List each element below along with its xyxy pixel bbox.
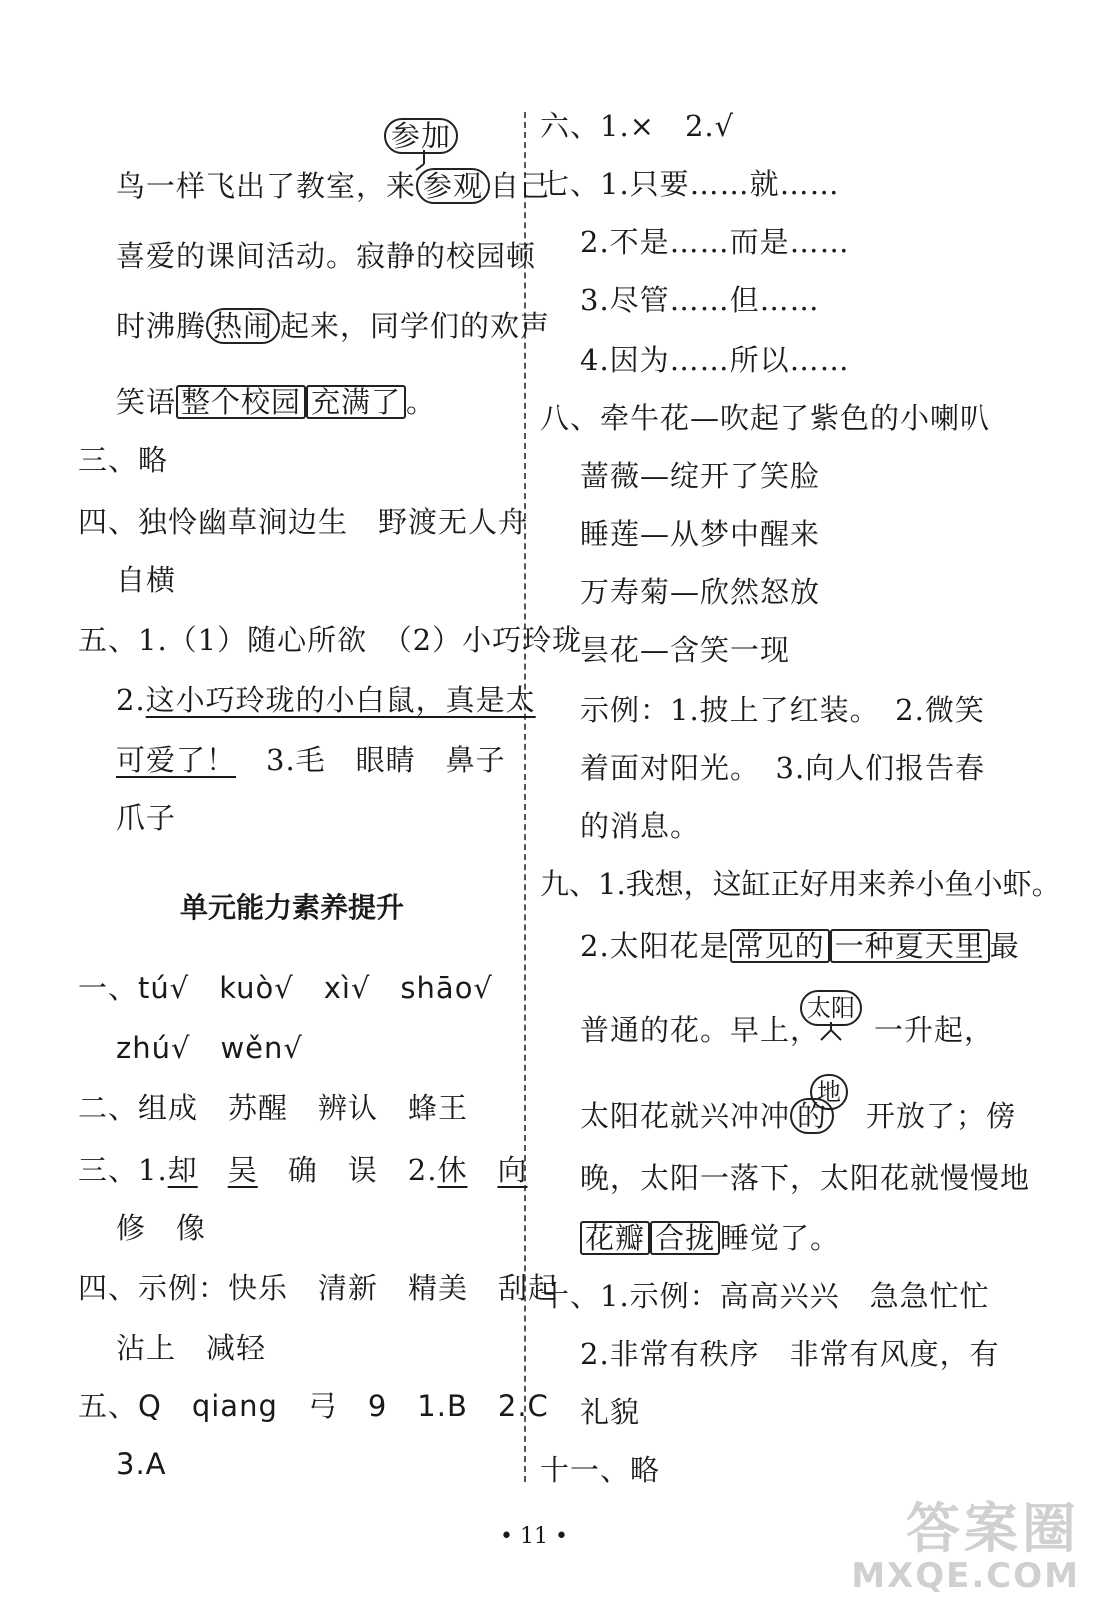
boxed-phrase: 一种夏天里 bbox=[830, 929, 990, 963]
section-4-line-1: 四、独怜幽草涧边生 野渡无人舟 bbox=[78, 505, 529, 539]
section-5-line-4: 爪子 bbox=[116, 801, 177, 835]
left-line-3: 时沸腾 热闹 起来，同学们的欢声 bbox=[116, 309, 551, 343]
right-9-3: 普通的花。早上， 一升起， bbox=[580, 1013, 995, 1047]
left-line-2: 喜爱的课间活动。寂静的校园顿 bbox=[116, 239, 537, 273]
right-8-4: 万寿菊—欣然怒放 bbox=[580, 575, 821, 609]
right-8-2: 蔷薇—绽开了笑脸 bbox=[580, 459, 821, 493]
edit-correction-mark: 参加 bbox=[384, 116, 458, 156]
right-10-3: 礼貌 bbox=[580, 1395, 641, 1429]
right-9-4: 太阳花就兴冲冲 的 开放了；傍 bbox=[580, 1099, 1017, 1133]
section-4-line-2: 自横 bbox=[116, 563, 177, 597]
right-9-6: 花瓣 合拢 睡觉了。 bbox=[580, 1218, 840, 1258]
section-5-line-2: 2.这小巧玲珑的小白鼠，真是太 bbox=[116, 683, 536, 717]
boxed-phrase: 合拢 bbox=[650, 1221, 720, 1255]
section-3: 三、略 bbox=[78, 443, 169, 477]
right-7-4: 4.因为……所以…… bbox=[580, 343, 850, 377]
unit-1-line-1: 一、tú√ kuò√ xì√ shāo√ bbox=[78, 971, 493, 1005]
circled-word: 热闹 bbox=[206, 308, 280, 344]
right-8-7: 着面对阳光。 3.向人们报告春 bbox=[580, 751, 986, 785]
watermark bbox=[851, 1497, 1080, 1596]
right-10-2: 2.非常有秩序 非常有风度，有 bbox=[580, 1337, 1000, 1371]
unit-5-line-2: 3.A bbox=[116, 1447, 167, 1481]
unit-4-line-2: 沾上 减轻 bbox=[116, 1331, 267, 1365]
unit-4-line-1: 四、示例：快乐 清新 精美 刮起 bbox=[78, 1271, 559, 1305]
right-8-5: 昙花—含笑一现 bbox=[580, 633, 791, 667]
unit-3-line-2: 修 像 bbox=[116, 1211, 207, 1245]
boxed-phrase: 常见的 bbox=[730, 929, 830, 963]
correction-mark: 地 bbox=[810, 1074, 848, 1110]
section-5-line-3: 可爱了！ 3.毛 眼睛 鼻子 bbox=[116, 743, 506, 777]
right-7-1: 七、1.只要……就…… bbox=[540, 167, 840, 201]
right-7-2: 2.不是……而是…… bbox=[580, 225, 850, 259]
unit-5-line-1: 五、Q qiang 弓 9 1.B 2.C bbox=[78, 1389, 549, 1423]
unit-2: 二、组成 苏醒 辨认 蜂王 bbox=[78, 1091, 469, 1125]
insertion-mark: 太阳 bbox=[800, 990, 862, 1026]
right-9-1: 九、1.我想，这缸正好用来养小鱼小虾。 bbox=[540, 867, 1061, 901]
left-line-1: 鸟一样飞出了教室，来 参观 自己 bbox=[116, 169, 551, 203]
unit-3-line-1: 三、1.却 吴 确 误 2.休 向 bbox=[78, 1153, 528, 1187]
page-number: • 11 • bbox=[500, 1524, 568, 1549]
right-8-8: 的消息。 bbox=[580, 809, 701, 843]
section-heading: 单元能力素养提升 bbox=[180, 891, 405, 924]
right-8-3: 睡莲—从梦中醒来 bbox=[580, 517, 821, 551]
boxed-phrase: 花瓣 bbox=[580, 1221, 650, 1255]
right-6: 六、1.× 2.√ bbox=[540, 109, 735, 143]
right-11: 十一、略 bbox=[540, 1453, 661, 1487]
section-5-line-1: 五、1.（1）随心所欲 （2）小巧玲珑 bbox=[78, 623, 583, 657]
right-9-2: 2.太阳花是 常见的 一种夏天里 最 bbox=[580, 929, 1020, 963]
right-10-1: 十、1.示例：高高兴兴 急急忙忙 bbox=[540, 1279, 990, 1313]
watermark-url: MXQE.COM bbox=[851, 1556, 1080, 1596]
circled-word: 参观 bbox=[416, 168, 490, 204]
watermark-logo: 答案圈 bbox=[906, 1497, 1080, 1560]
boxed-phrase: 充满了 bbox=[306, 385, 406, 419]
right-7-3: 3.尽管……但…… bbox=[580, 283, 820, 317]
circled-word: 的 bbox=[790, 1098, 834, 1134]
boxed-phrase: 整个校园 bbox=[176, 385, 306, 419]
unit-1-line-2: zhú√ wěn√ bbox=[116, 1031, 303, 1065]
right-8-1: 八、牵牛花—吹起了紫色的小喇叭 bbox=[540, 401, 991, 435]
left-line-4: 笑语 整个校园 充满了 。 bbox=[116, 385, 437, 419]
right-9-5: 晚，太阳一落下，太阳花就慢慢地 bbox=[580, 1161, 1031, 1195]
right-8-6: 示例：1.披上了红装。 2.微笑 bbox=[580, 693, 985, 727]
